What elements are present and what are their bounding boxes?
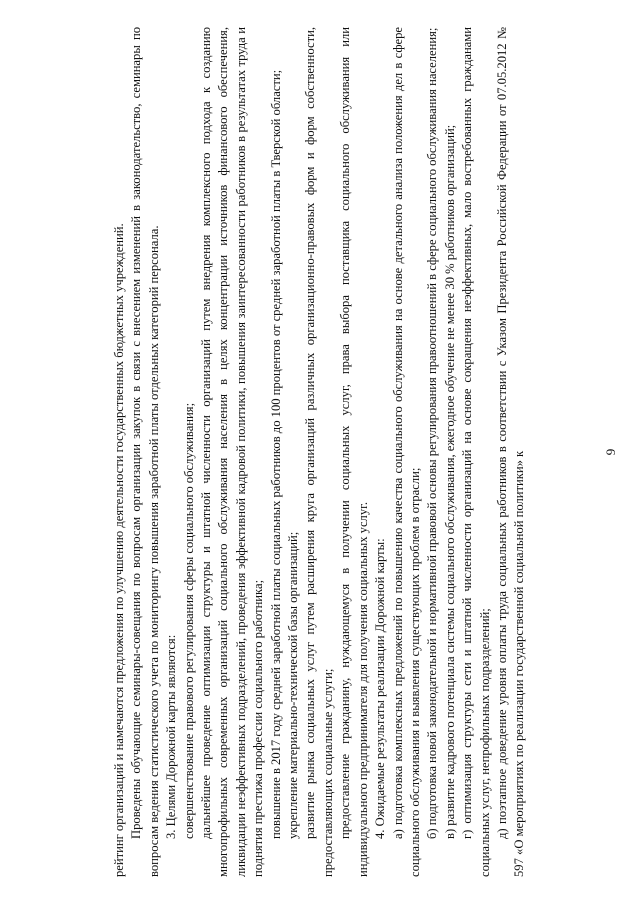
- paragraph: совершенствование правового регулирования сферы социального обслуживания;: [181, 402, 196, 839]
- paragraph: в) развитие кадрового потенциала системы социального обслуживания, ежегодное обучение не менее 30 % работников организаций;: [442, 124, 457, 839]
- document-page: [111, 27, 529, 877]
- paragraph: б) подготовка новой законодательной и нормативной правовой основы регулирования правоотношений в сфере социального обслуживания населения;: [425, 27, 440, 839]
- paragraph: повышение в 2017 году средней заработной платы социальных работников до 100 процентов от средней заработной платы в Тверской области;: [268, 69, 283, 839]
- page-number: 9: [603, 448, 618, 456]
- paragraph: 3. Целями Дорожной карты являются:: [164, 634, 179, 839]
- paragraph: развитие рынка социальных услуг путем расширения круга организаций различных организационно-правовых форм и форм собственности, предоставляющих социальные услуги;: [303, 27, 335, 877]
- paragraph: рейтинг организаций и намечаются предложения по улучшению деятельности государственных бюджетных учреждений.: [112, 223, 127, 877]
- paragraph: укрепление материально-технической базы организаций;: [286, 531, 301, 839]
- paragraph: предоставление гражданину, нуждающемуся в получении социальных услуг, права выбора поставщика социального обслуживания или индивидуального предпринимателя для получения социальных услуг.: [338, 27, 370, 877]
- paragraph: дальнейшее проведение оптимизации структуры и штатной численности организаций путем внедрения комплексного подхода к созданию многопрофильных современных организаций социального обслуживания населения в целях концентрации источников финансового обеспечения, ликвидации неэффективных подразделений, проведения эффективной кадровой политики, повышения заинтересованности работников в результатах труда и поднятия престижа профессии социального работника;: [199, 27, 266, 877]
- paragraph: д) поэтапное доведение уровня оплаты труда социальных работников в соответствии с Указом Президента Российской Федерации от 07.05.2012 № 597 «О мероприятиях по реализации государственной социальной политики» к: [495, 27, 527, 877]
- paragraph: Проведены обучающие семинары-совещания по вопросам организации закупок в связи с внесением изменений в законодательство, семинары по вопросам ведения статистического учета по мониторингу повышения заработной платы отдельных категорий персонала.: [129, 27, 161, 877]
- paragraph: г) оптимизация структуры сети и штатной численности организаций на основе сокращения неэффективных, мало востребованных гражданами социальных услуг, непрофильных подразделений;: [460, 27, 492, 877]
- paragraph: 4. Ожидаемые результаты реализации Дорожной карты:: [373, 538, 388, 839]
- paragraph: а) подготовка комплексных предложений по повышению качества социального обслуживания на основе детального анализа положения дел в сфере социального обслуживания и выявления существующих проблем в отрасли;: [390, 27, 423, 877]
- document-body: [111, 27, 529, 877]
